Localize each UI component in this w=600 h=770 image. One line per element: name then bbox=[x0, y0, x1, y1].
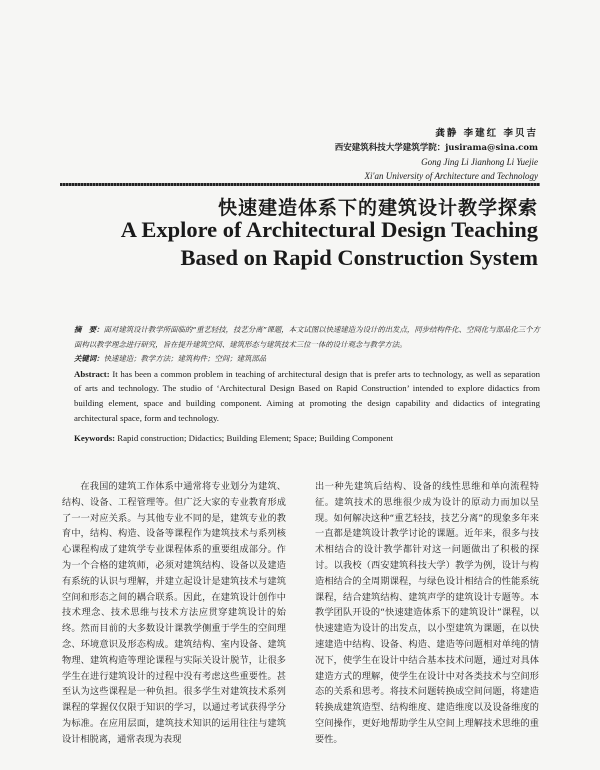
body-paragraph: 出一种先建筑后结构、设备的线性思维和单向流程特征。建筑技术的思维很少成为设计的原动力而加以呈现。如何解决这种“重艺轻技，技艺分离”的现象多年来一直都是建筑设计教学讨论的课题。近年来，很多与技术相结合的设计教学都针对这一问题做出了积极的探讨。以我校（西安建筑科技大学）教学为例，设计与构造相结合的全周期课程，与绿色设计相结合的性能系统课程，结合建筑结构、建筑声学的建筑设计专题等。本教学团队开设的“快速建造体系下的建筑设计”课程，以快速建造为设计的出发点，以小型建筑为课题，在以快速建造中结构、设备、构造、建造等问题相对单纯的情况下，使学生在设计中结合基本技术问题，通过对具体建造方式的理解，使学生在设计中对各类技术与空间形态的关系和思考。将技术问题转换成空间问题，将建造转换成建筑造型、结构维度、建造维度以及设备维度的空间操作，更好地帮助学生从空间上理解技术思维的重要性。 bbox=[315, 481, 539, 745]
keywords-label-en: Keywords: bbox=[74, 433, 116, 444]
title-cn: 快速建造体系下的建筑设计教学探索 bbox=[217, 197, 538, 219]
abstract-cn bbox=[74, 323, 540, 352]
abstract-text-cn: 面对建筑设计教学所面临的“重艺轻技，技艺分离”课题，本文试图以快速建造为设计的出发点，同步结构件化、空间化与部品化三个方面构以教学理念进行研究，旨在提升建筑空间、建筑形态与建筑技术三位一体的设计观念与教学方法。 bbox=[74, 325, 540, 349]
body-column-left bbox=[62, 479, 286, 748]
author-block bbox=[335, 127, 538, 183]
author-affiliation-en: Xi'an University of Architecture and Technology bbox=[364, 171, 538, 181]
abstract-en bbox=[74, 367, 540, 425]
author-names-en: Gong Jing Li Jianhong Li Yuejie bbox=[421, 157, 538, 167]
keywords-text-cn: 快速建造；教学方法；建筑构件；空间；建筑部品 bbox=[103, 354, 267, 364]
keywords-en bbox=[74, 431, 540, 446]
author-names-cn: 龚静 李建红 李贝吉 bbox=[435, 128, 538, 139]
title-en: A Explore of Architectural Design Teaching Based on Rapid Construction System bbox=[120, 217, 538, 270]
body-column-right bbox=[315, 479, 539, 748]
keywords-label-cn: 关键词： bbox=[74, 354, 104, 364]
header-rule bbox=[60, 183, 540, 186]
body-paragraph: 在我国的建筑工作体系中通常将专业划分为建筑、结构、设备、工程管理等。但广泛大家的专业教育形成了一一对应关系。与其他专业不同的是，建筑专业的教育中，结构、构造、设备等课程作为建筑技术与系列核心课程构成了建筑学专业课程体系的重要组成部分。作为一个合格的建筑师，必须对建筑结构、设备以及建造有系统的认识与理解，并建立起设计是建筑技术与建筑空间和形态之间的耦合联系。因此，在建筑设计创作中技术理念、技术思维与技术方法应贯穿建筑设计的始终。然而目前的大多数设计课教学侧重于学生的空间理念、环境意识及形态构成。建筑结构、室内设备、建筑物理、建筑构造等理论课程与实际关设计脱节，让很多学生在进行建筑设计的过程中没有考虑这些重要性。甚至认为这些课程是一种负担。很多学生对建筑技术系列课程的掌握仅仅限于知识的学习，以通过考试获得学分为标准。在应用层面，建筑技术知识的运用往往与建筑设计相脱离，通常表现为表现 bbox=[62, 481, 286, 745]
keywords-text-en: Rapid construction; Didactics; Building Element; Space; Building Component bbox=[117, 433, 394, 444]
author-affiliation-cn: 西安建筑科技大学建筑学院：jusirama@sina.com bbox=[334, 143, 538, 153]
abstract-text-en: It has been a common problem in teaching of architectural design that is prefer arts to technology, as well as separation of arts and technology. The studio of ‘Architectural Design Based on Rapid Construction’ intended to explore didactics from building element, space and building component. Aiming at promoting the design capability and didactics of integrating architectural space, form and technology. bbox=[74, 368, 540, 423]
abstract-label-cn: 摘 要： bbox=[74, 325, 104, 334]
keywords-cn bbox=[74, 352, 540, 367]
abstract-block bbox=[74, 323, 540, 446]
abstract-label-en: Abstract: bbox=[74, 368, 110, 379]
